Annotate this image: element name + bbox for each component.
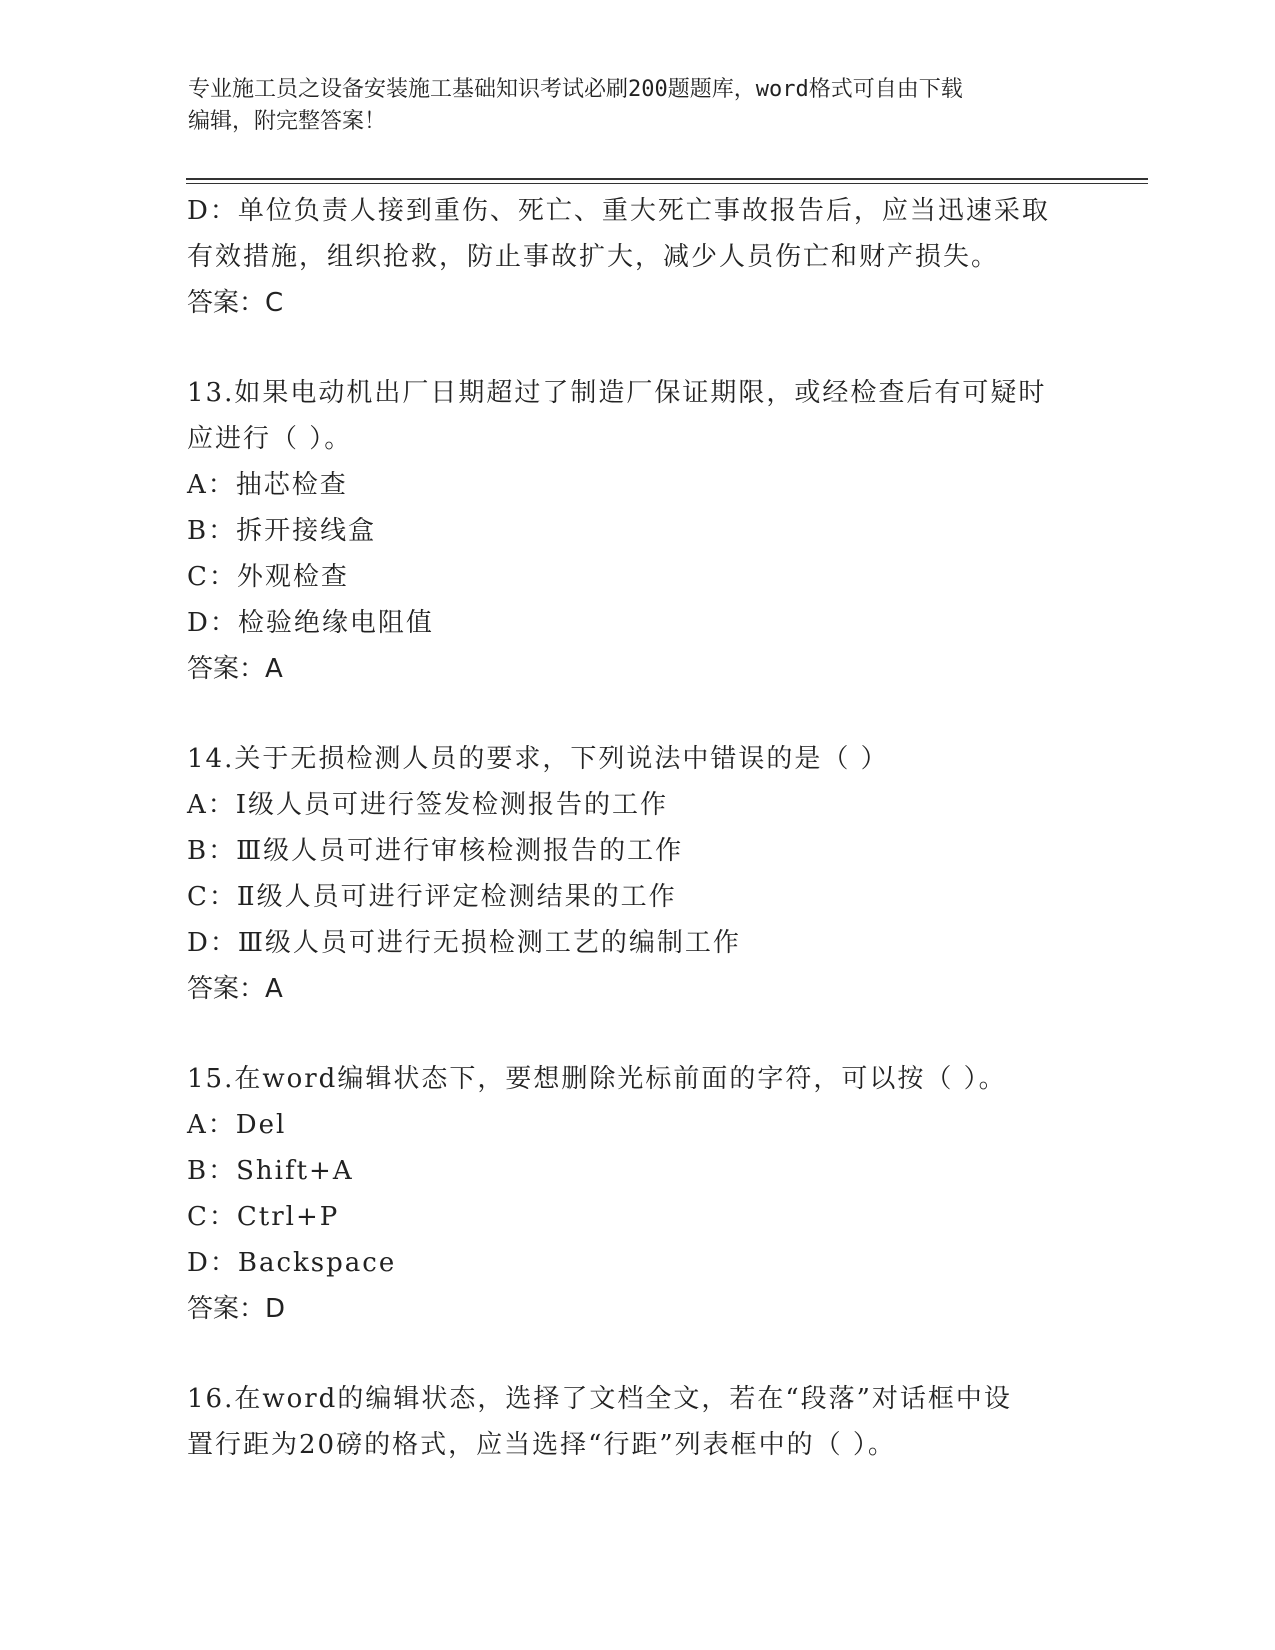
- option-b: B：Shift+A: [187, 1156, 354, 1186]
- option-d: D：Backspace: [187, 1248, 397, 1278]
- question-stem-line1: 14.关于无损检测人员的要求，下列说法中错误的是（ ）: [187, 744, 889, 774]
- answer-line: 答案：C: [187, 288, 284, 318]
- header-title-line1: 专业施工员之设备安装施工基础知识考试必刷200题题库，word格式可自由下载: [188, 77, 963, 102]
- question-block-15: [187, 1056, 1087, 1332]
- header-divider-thin: [186, 183, 1148, 184]
- option-a: A：抽芯检查: [187, 470, 348, 500]
- answer-line: 答案：A: [187, 654, 283, 684]
- option-b: B：拆开接线盒: [187, 516, 377, 546]
- option-a: A：Ⅰ级人员可进行签发检测报告的工作: [187, 790, 669, 820]
- header-title-line2: 编辑，附完整答案！: [188, 109, 387, 134]
- option-d-line1: D：单位负责人接到重伤、死亡、重大死亡事故报告后，应当迅速采取: [187, 196, 1050, 226]
- question-stem-line1: 15.在word编辑状态下，要想删除光标前面的字符，可以按（ ）。: [187, 1064, 1007, 1094]
- option-c: C：外观检查: [187, 562, 349, 592]
- option-a: A：Del: [187, 1110, 287, 1140]
- option-c: C：Ctrl+P: [187, 1202, 340, 1232]
- question-stem-line1: 16.在word的编辑状态，选择了文档全文，若在“段落”对话框中设: [187, 1384, 1012, 1414]
- option-d-line2: 有效措施，组织抢救，防止事故扩大，减少人员伤亡和财产损失。: [187, 242, 1000, 272]
- header-divider-thick: [186, 178, 1148, 180]
- document-header: [188, 74, 1068, 138]
- answer-line: 答案：A: [187, 974, 283, 1004]
- question-block-16: [187, 1376, 1087, 1468]
- document-content: [187, 188, 1087, 1468]
- question-stem-line2: 置行距为20磅的格式，应当选择“行距”列表框中的（ ）。: [187, 1430, 896, 1460]
- question-stem-line2: 应进行（ ）。: [187, 424, 353, 454]
- question-block-13: [187, 370, 1087, 692]
- option-c: C：Ⅱ级人员可进行评定检测结果的工作: [187, 882, 677, 912]
- question-block-14: [187, 736, 1087, 1012]
- answer-line: 答案：D: [187, 1294, 286, 1324]
- option-d: D：检验绝缘电阻值: [187, 608, 434, 638]
- question-block-12: [187, 188, 1087, 326]
- option-d: D：Ⅲ级人员可进行无损检测工艺的编制工作: [187, 928, 741, 958]
- option-b: B：Ⅲ级人员可进行审核检测报告的工作: [187, 836, 684, 866]
- question-stem-line1: 13.如果电动机出厂日期超过了制造厂保证期限，或经检查后有可疑时: [187, 378, 1047, 408]
